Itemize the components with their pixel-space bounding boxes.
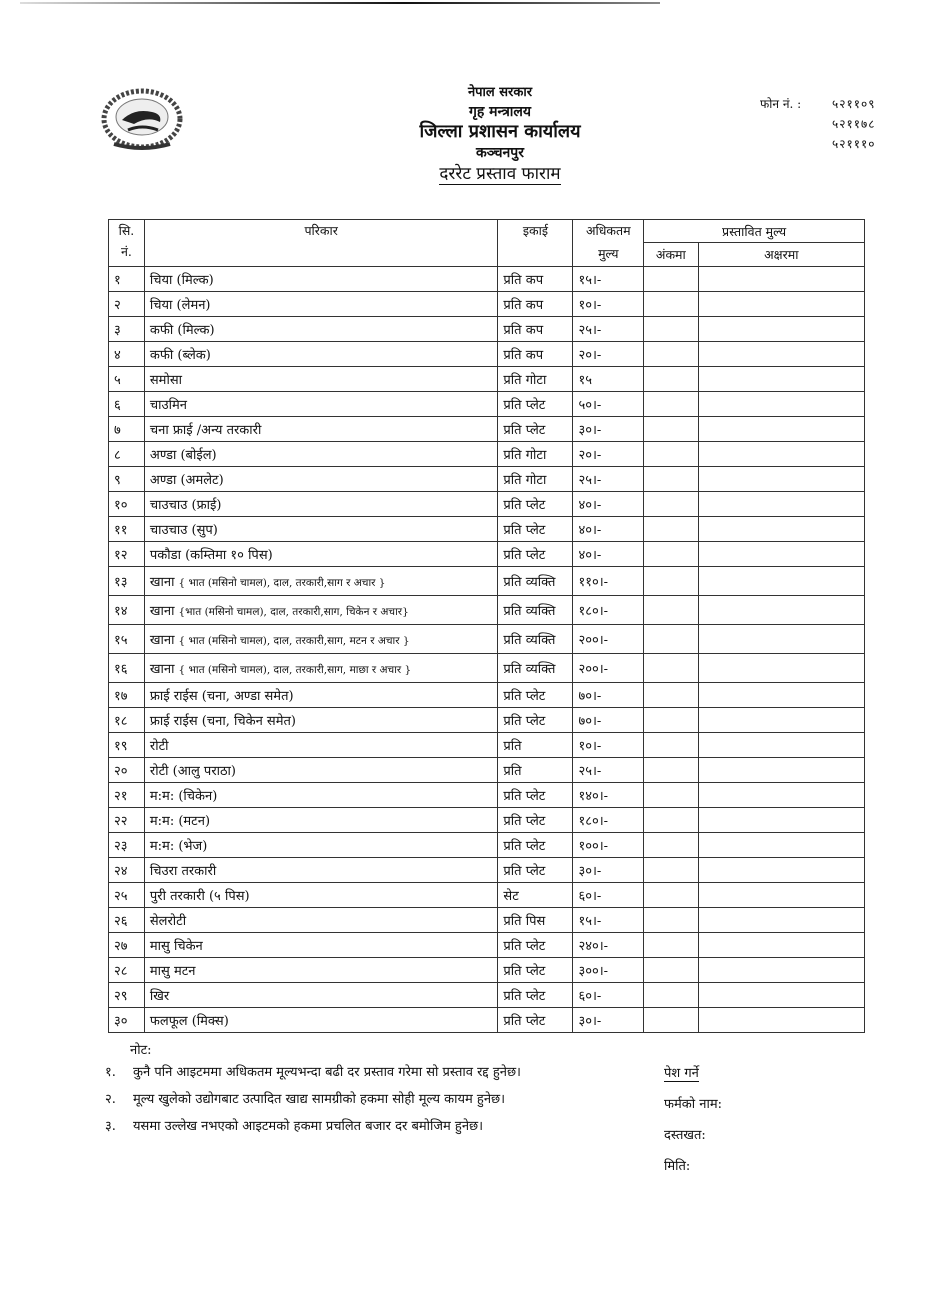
proposed-figures-cell[interactable] xyxy=(644,708,698,733)
proposed-words-cell[interactable] xyxy=(698,708,864,733)
max-price-cell: ६०।- xyxy=(573,983,644,1008)
proposed-words-cell[interactable] xyxy=(698,596,864,625)
unit-cell: प्रति प्लेट xyxy=(498,417,573,442)
proposed-figures-cell[interactable] xyxy=(644,267,698,292)
proposed-figures-cell[interactable] xyxy=(644,567,698,596)
item-cell xyxy=(144,292,498,317)
table-row xyxy=(109,833,865,858)
proposed-figures-cell[interactable] xyxy=(644,654,698,683)
serial-number-cell: ८ xyxy=(109,442,145,467)
header-item: परिकार xyxy=(144,220,498,267)
max-price-cell: १४०।- xyxy=(573,783,644,808)
item-cell xyxy=(144,442,498,467)
max-price-cell: ३०।- xyxy=(573,417,644,442)
proposed-figures-cell[interactable] xyxy=(644,783,698,808)
item-cell xyxy=(144,317,498,342)
table-row xyxy=(109,517,865,542)
max-price-cell: ५०।- xyxy=(573,392,644,417)
item-cell xyxy=(144,908,498,933)
max-price-cell: २४०।- xyxy=(573,933,644,958)
item-cell xyxy=(144,542,498,567)
unit-cell: प्रति प्लेट xyxy=(498,708,573,733)
item-name: फ्राई राईस (चना, अण्डा समेत) xyxy=(149,689,294,704)
item-name: म:म: (मटन) xyxy=(149,814,211,829)
header-in-figures: अंकमा xyxy=(644,243,698,267)
unit-cell: प्रति प्लेट xyxy=(498,783,573,808)
serial-number-cell: १५ xyxy=(109,625,145,654)
proposed-words-cell[interactable] xyxy=(698,733,864,758)
unit-cell: प्रति प्लेट xyxy=(498,517,573,542)
unit-cell: प्रति प्लेट xyxy=(498,983,573,1008)
header-max-price: अधिकतम मुल्य xyxy=(573,220,644,267)
item-name: मासु चिकेन xyxy=(149,939,203,954)
max-price-cell: १५।- xyxy=(573,908,644,933)
proposed-figures-cell[interactable] xyxy=(644,342,698,367)
table-row xyxy=(109,267,865,292)
item-cell xyxy=(144,467,498,492)
scan-artifact-line xyxy=(20,2,660,4)
max-price-cell: १८०।- xyxy=(573,596,644,625)
table-row xyxy=(109,542,865,567)
date-field[interactable]: मिति: xyxy=(664,1159,691,1174)
header-serial-number: सि. नं. xyxy=(109,220,145,267)
table-row xyxy=(109,858,865,883)
table-row xyxy=(109,654,865,683)
proposed-words-cell[interactable] xyxy=(698,442,864,467)
max-price-cell: ४०।- xyxy=(573,517,644,542)
unit-cell: प्रति प्लेट xyxy=(498,683,573,708)
item-detail: { भात (मसिनो चामल), दाल, तरकारी,साग, मटन र अचार } xyxy=(178,635,410,647)
serial-number-cell: ४ xyxy=(109,342,145,367)
proposed-words-cell[interactable] xyxy=(698,342,864,367)
serial-number-cell: २ xyxy=(109,292,145,317)
proposed-figures-cell[interactable] xyxy=(644,317,698,342)
item-name: सेलरोटी xyxy=(149,914,187,929)
district-name: कञ्चनपुर xyxy=(476,145,524,161)
unit-cell: प्रति प्लेट xyxy=(498,392,573,417)
max-price-cell: ७०।- xyxy=(573,683,644,708)
header-in-words: अक्षरमा xyxy=(698,243,864,267)
serial-number-cell: ३० xyxy=(109,1008,145,1033)
submitter-title: पेश गर्ने xyxy=(664,1063,699,1082)
proposed-words-cell[interactable] xyxy=(698,683,864,708)
unit-cell: प्रति कप xyxy=(498,317,573,342)
proposed-figures-cell[interactable] xyxy=(644,908,698,933)
item-cell xyxy=(144,833,498,858)
phone-label: फोन नं. : xyxy=(760,97,802,111)
proposed-words-cell[interactable] xyxy=(698,883,864,908)
item-cell xyxy=(144,683,498,708)
serial-number-cell: २२ xyxy=(109,808,145,833)
max-price-cell: १०।- xyxy=(573,292,644,317)
item-cell xyxy=(144,808,498,833)
proposed-words-cell[interactable] xyxy=(698,567,864,596)
proposed-words-cell[interactable] xyxy=(698,654,864,683)
item-name: फ्राई राईस (चना, चिकेन समेत) xyxy=(149,714,296,729)
proposed-words-cell[interactable] xyxy=(698,292,864,317)
notes-section xyxy=(105,1040,521,1143)
table-row xyxy=(109,492,865,517)
serial-number-cell: २४ xyxy=(109,858,145,883)
unit-cell: प्रति कप xyxy=(498,267,573,292)
unit-cell: प्रति कप xyxy=(498,342,573,367)
proposed-figures-cell[interactable] xyxy=(644,958,698,983)
table-row xyxy=(109,417,865,442)
max-price-cell: २५।- xyxy=(573,758,644,783)
table-row xyxy=(109,442,865,467)
max-price-cell: ३०।- xyxy=(573,858,644,883)
item-detail: { भात (मसिनो चामल), दाल, तरकारी,साग, माछा र अचार } xyxy=(178,664,412,676)
item-cell xyxy=(144,933,498,958)
proposed-figures-cell[interactable] xyxy=(644,442,698,467)
unit-cell: प्रति प्लेट xyxy=(498,958,573,983)
serial-number-cell: ७ xyxy=(109,417,145,442)
unit-cell: प्रति प्लेट xyxy=(498,1008,573,1033)
max-price-cell: १००।- xyxy=(573,833,644,858)
notes-title: नोट: xyxy=(130,1043,152,1058)
phone-number: ५२११०९ xyxy=(832,97,876,111)
proposed-figures-cell[interactable] xyxy=(644,1008,698,1033)
max-price-cell: ४०।- xyxy=(573,492,644,517)
table-row xyxy=(109,983,865,1008)
table-row xyxy=(109,933,865,958)
proposed-words-cell[interactable] xyxy=(698,783,864,808)
item-name: चिया (लेमन) xyxy=(149,298,211,313)
unit-cell: प्रति प्लेट xyxy=(498,808,573,833)
max-price-cell: ३०।- xyxy=(573,1008,644,1033)
proposed-words-cell[interactable] xyxy=(698,758,864,783)
rate-proposal-table xyxy=(108,219,865,1033)
proposed-words-cell[interactable] xyxy=(698,858,864,883)
proposed-words-cell[interactable] xyxy=(698,367,864,392)
item-cell xyxy=(144,392,498,417)
proposed-figures-cell[interactable] xyxy=(644,542,698,567)
item-name: चाउमिन xyxy=(149,398,187,413)
proposed-words-cell[interactable] xyxy=(698,908,864,933)
office-name: जिल्ला प्रशासन कार्यालय xyxy=(419,121,581,142)
item-cell xyxy=(144,654,498,683)
proposed-words-cell[interactable] xyxy=(698,625,864,654)
item-name: समोसा xyxy=(149,373,182,388)
phone-number: ५२११७८ xyxy=(832,117,876,131)
note-item: १. कुनै पनि आइटममा अधिकतम मूल्यभन्दा बढी दर प्रस्ताव गरेमा सो प्रस्ताव रद्द हुनेछ। xyxy=(105,1065,521,1080)
table-row xyxy=(109,367,865,392)
serial-number-cell: २५ xyxy=(109,883,145,908)
serial-number-cell: १२ xyxy=(109,542,145,567)
unit-cell: प्रति प्लेट xyxy=(498,542,573,567)
proposed-figures-cell[interactable] xyxy=(644,517,698,542)
proposed-words-cell[interactable] xyxy=(698,417,864,442)
table-row xyxy=(109,292,865,317)
item-cell xyxy=(144,958,498,983)
item-name: अण्डा (अमलेट) xyxy=(149,473,224,488)
serial-number-cell: १९ xyxy=(109,733,145,758)
item-cell xyxy=(144,708,498,733)
table-row xyxy=(109,883,865,908)
proposed-figures-cell[interactable] xyxy=(644,733,698,758)
max-price-cell: २००।- xyxy=(573,654,644,683)
item-name: पकौडा (कम्तिमा १० पिस) xyxy=(149,548,273,563)
item-name: म:म: (चिकेन) xyxy=(149,789,218,804)
serial-number-cell: २१ xyxy=(109,783,145,808)
proposed-figures-cell[interactable] xyxy=(644,883,698,908)
serial-number-cell: १३ xyxy=(109,567,145,596)
signature-field[interactable]: दस्तखत: xyxy=(664,1128,706,1143)
proposed-figures-cell[interactable] xyxy=(644,367,698,392)
item-name: खिर xyxy=(149,989,170,1004)
table-row xyxy=(109,708,865,733)
proposed-figures-cell[interactable] xyxy=(644,933,698,958)
serial-number-cell: २९ xyxy=(109,983,145,1008)
note-item: २. मूल्य खुलेको उद्योगबाट उत्पादित खाद्य सामग्रीको हकमा सोही मूल्य कायम हुनेछ। xyxy=(105,1092,506,1107)
item-name: चिउरा तरकारी xyxy=(149,864,217,879)
item-cell xyxy=(144,733,498,758)
unit-cell: प्रति कप xyxy=(498,292,573,317)
unit-cell: प्रति गोटा xyxy=(498,367,573,392)
max-price-cell: १०।- xyxy=(573,733,644,758)
serial-number-cell: १७ xyxy=(109,683,145,708)
unit-cell: प्रति xyxy=(498,733,573,758)
proposed-words-cell[interactable] xyxy=(698,983,864,1008)
item-name: म:म: (भेज) xyxy=(149,839,208,854)
ministry-name: गृह मन्त्रालय xyxy=(468,104,532,120)
unit-cell: प्रति पिस xyxy=(498,908,573,933)
item-detail: {भात (मसिनो चामल), दाल, तरकारी,साग, चिकेन र अचार} xyxy=(178,606,409,618)
proposed-figures-cell[interactable] xyxy=(644,983,698,1008)
header-proposed-price: प्रस्तावित मुल्य xyxy=(644,220,865,243)
item-cell xyxy=(144,858,498,883)
serial-number-cell: २६ xyxy=(109,908,145,933)
unit-cell: प्रति व्यक्ति xyxy=(498,596,573,625)
max-price-cell: १५।- xyxy=(573,267,644,292)
proposed-figures-cell[interactable] xyxy=(644,492,698,517)
item-name: रोटी xyxy=(149,739,169,754)
item-name: कफी (ब्लेक) xyxy=(149,348,211,363)
max-price-cell: २०।- xyxy=(573,342,644,367)
item-name: फलफूल (मिक्स) xyxy=(149,1014,229,1029)
max-price-cell: ७०।- xyxy=(573,708,644,733)
item-name: अण्डा (बोईल) xyxy=(149,448,217,463)
table-row xyxy=(109,1008,865,1033)
proposed-figures-cell[interactable] xyxy=(644,683,698,708)
proposed-figures-cell[interactable] xyxy=(644,758,698,783)
header-unit: इकाई xyxy=(498,220,573,267)
serial-number-cell: २३ xyxy=(109,833,145,858)
note-item: ३. यसमा उल्लेख नभएको आइटमको हकमा प्रचलित बजार दर बमोजिम हुनेछ। xyxy=(105,1119,484,1134)
serial-number-cell: २० xyxy=(109,758,145,783)
max-price-cell: २०।- xyxy=(573,442,644,467)
phone-number: ५२१११० xyxy=(832,137,876,151)
proposed-words-cell[interactable] xyxy=(698,958,864,983)
table-row xyxy=(109,758,865,783)
table-row xyxy=(109,317,865,342)
max-price-cell: १८०।- xyxy=(573,808,644,833)
table-row xyxy=(109,958,865,983)
serial-number-cell: १६ xyxy=(109,654,145,683)
proposed-words-cell[interactable] xyxy=(698,492,864,517)
item-cell xyxy=(144,417,498,442)
item-cell xyxy=(144,567,498,596)
table-row xyxy=(109,783,865,808)
serial-number-cell: ६ xyxy=(109,392,145,417)
max-price-cell: २००।- xyxy=(573,625,644,654)
table-row xyxy=(109,596,865,625)
serial-number-cell: १८ xyxy=(109,708,145,733)
item-name: मासु मटन xyxy=(149,964,196,979)
phone-block xyxy=(760,95,875,155)
item-cell xyxy=(144,367,498,392)
item-name: रोटी (आलु पराठा) xyxy=(149,764,236,779)
table-row xyxy=(109,342,865,367)
unit-cell: प्रति प्लेट xyxy=(498,858,573,883)
government-name: नेपाल सरकार xyxy=(467,85,533,100)
table-row xyxy=(109,567,865,596)
serial-number-cell: १४ xyxy=(109,596,145,625)
item-cell xyxy=(144,883,498,908)
max-price-cell: २५।- xyxy=(573,467,644,492)
unit-cell: प्रति व्यक्ति xyxy=(498,625,573,654)
unit-cell: प्रति प्लेट xyxy=(498,933,573,958)
item-cell xyxy=(144,517,498,542)
item-cell xyxy=(144,492,498,517)
item-name: खाना xyxy=(149,662,175,677)
firm-name-field[interactable]: फर्मको नाम: xyxy=(664,1097,723,1112)
proposed-words-cell[interactable] xyxy=(698,1008,864,1033)
serial-number-cell: १ xyxy=(109,267,145,292)
item-name: चिया (मिल्क) xyxy=(149,273,214,288)
proposed-words-cell[interactable] xyxy=(698,392,864,417)
nepal-government-emblem xyxy=(100,86,184,152)
item-name: खाना xyxy=(149,575,175,590)
max-price-cell: ४०।- xyxy=(573,542,644,567)
item-name: खाना xyxy=(149,633,175,648)
item-cell xyxy=(144,267,498,292)
item-name: चाउचाउ (सुप) xyxy=(149,523,218,538)
proposed-words-cell[interactable] xyxy=(698,808,864,833)
unit-cell: प्रति व्यक्ति xyxy=(498,567,573,596)
proposed-figures-cell[interactable] xyxy=(644,625,698,654)
table-row xyxy=(109,808,865,833)
form-title: दररेट प्रस्ताव फाराम xyxy=(439,164,561,184)
office-header xyxy=(370,86,630,185)
proposed-figures-cell[interactable] xyxy=(644,467,698,492)
item-cell xyxy=(144,758,498,783)
item-cell xyxy=(144,596,498,625)
serial-number-cell: ५ xyxy=(109,367,145,392)
item-cell xyxy=(144,625,498,654)
item-name: पुरी तरकारी (५ पिस) xyxy=(149,889,250,904)
serial-number-cell: २७ xyxy=(109,933,145,958)
table-row xyxy=(109,733,865,758)
item-cell xyxy=(144,342,498,367)
table-row xyxy=(109,908,865,933)
item-cell xyxy=(144,1008,498,1033)
proposed-figures-cell[interactable] xyxy=(644,417,698,442)
proposed-words-cell[interactable] xyxy=(698,833,864,858)
unit-cell: प्रति प्लेट xyxy=(498,492,573,517)
max-price-cell: ६०।- xyxy=(573,883,644,908)
unit-cell: प्रति गोटा xyxy=(498,442,573,467)
submitter-section xyxy=(664,1063,722,1187)
table-row xyxy=(109,392,865,417)
serial-number-cell: १० xyxy=(109,492,145,517)
serial-number-cell: ९ xyxy=(109,467,145,492)
proposed-figures-cell[interactable] xyxy=(644,808,698,833)
item-name: कफी (मिल्क) xyxy=(149,323,215,338)
proposed-figures-cell[interactable] xyxy=(644,292,698,317)
serial-number-cell: २८ xyxy=(109,958,145,983)
unit-cell: प्रति प्लेट xyxy=(498,833,573,858)
item-name: चना फ्राई /अन्य तरकारी xyxy=(149,423,262,438)
max-price-cell: १५ xyxy=(573,367,644,392)
table-row xyxy=(109,683,865,708)
item-cell xyxy=(144,983,498,1008)
serial-number-cell: ३ xyxy=(109,317,145,342)
proposed-figures-cell[interactable] xyxy=(644,596,698,625)
item-name: चाउचाउ (फ्राई) xyxy=(149,498,222,513)
item-cell xyxy=(144,783,498,808)
item-detail: { भात (मसिनो चामल), दाल, तरकारी,साग र अचार } xyxy=(178,577,386,589)
proposed-words-cell[interactable] xyxy=(698,467,864,492)
unit-cell: प्रति गोटा xyxy=(498,467,573,492)
unit-cell: प्रति xyxy=(498,758,573,783)
proposed-figures-cell[interactable] xyxy=(644,858,698,883)
proposed-words-cell[interactable] xyxy=(698,933,864,958)
max-price-cell: ३००।- xyxy=(573,958,644,983)
table-row xyxy=(109,625,865,654)
proposed-words-cell[interactable] xyxy=(698,542,864,567)
proposed-figures-cell[interactable] xyxy=(644,833,698,858)
proposed-words-cell[interactable] xyxy=(698,267,864,292)
unit-cell: प्रति व्यक्ति xyxy=(498,654,573,683)
proposed-figures-cell[interactable] xyxy=(644,392,698,417)
serial-number-cell: ११ xyxy=(109,517,145,542)
table-row xyxy=(109,467,865,492)
unit-cell: सेट xyxy=(498,883,573,908)
proposed-words-cell[interactable] xyxy=(698,517,864,542)
max-price-cell: २५।- xyxy=(573,317,644,342)
max-price-cell: ११०।- xyxy=(573,567,644,596)
proposed-words-cell[interactable] xyxy=(698,317,864,342)
item-name: खाना xyxy=(149,604,175,619)
